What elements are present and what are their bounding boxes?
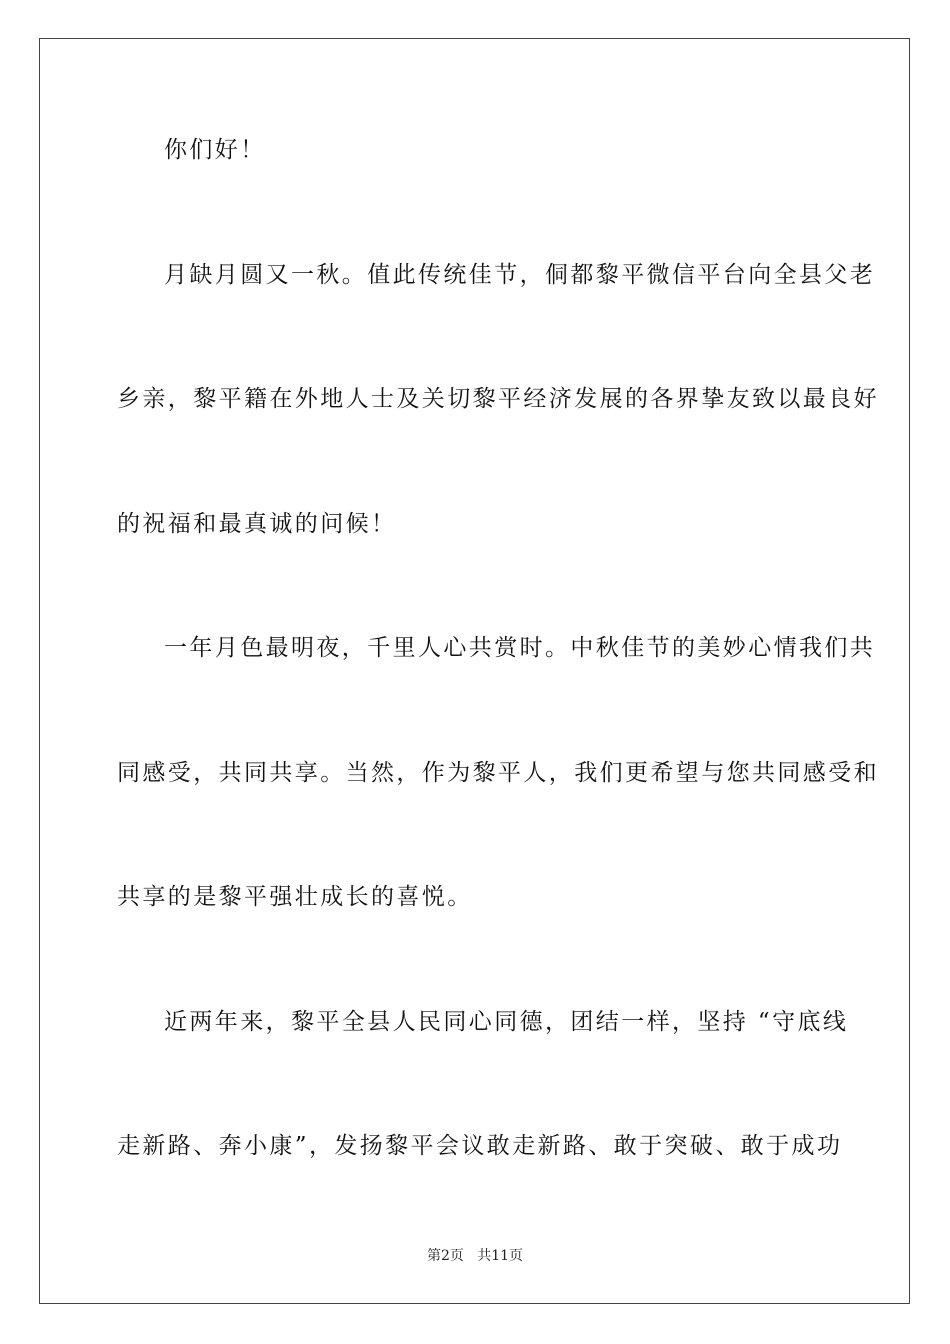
paragraph-line: 同感受，共同共享。当然，作为黎平人，我们更希望与您共同感受和: [117, 760, 879, 786]
paragraph-line: 近两年来，黎平全县人民同心同德，团结一样，坚持 “守底线: [164, 1009, 849, 1035]
page-border: [39, 38, 910, 1304]
page-number-footer: 第2页 共11页: [426, 1248, 524, 1264]
paragraph-line: 走新路、奔小康”，发扬黎平会议敢走新路、敢于突破、敢于成功: [117, 1133, 843, 1159]
paragraph-line: 的祝福和最真诚的问候！: [117, 511, 397, 537]
paragraph-line: 月缺月圆又一秋。值此传统佳节，侗都黎平微信平台向全县父老: [164, 262, 876, 288]
paragraph-line: 乡亲，黎平籍在外地人士及关切黎平经济发展的各界挚友致以最良好: [117, 386, 879, 412]
greeting-line: 你们好！: [164, 137, 266, 163]
paragraph-line: 一年月色最明夜，千里人心共赏时。中秋佳节的美妙心情我们共: [164, 635, 876, 661]
paragraph-line: 共享的是黎平强壮成长的喜悦。: [117, 884, 473, 910]
